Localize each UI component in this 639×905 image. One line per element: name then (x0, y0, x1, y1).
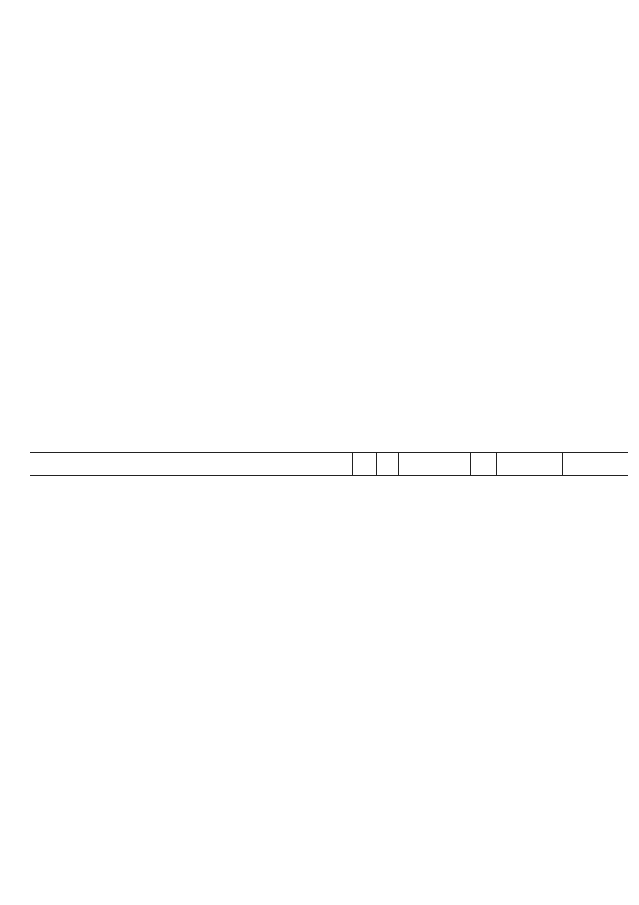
header-name (30, 453, 352, 475)
header-csr (398, 453, 470, 475)
header-2022 (562, 453, 628, 475)
header-2021 (496, 453, 562, 475)
table-header (30, 453, 628, 476)
budget-table (30, 452, 628, 476)
header-vr (470, 453, 496, 475)
header-rz (352, 453, 376, 475)
header-pr (376, 453, 398, 475)
